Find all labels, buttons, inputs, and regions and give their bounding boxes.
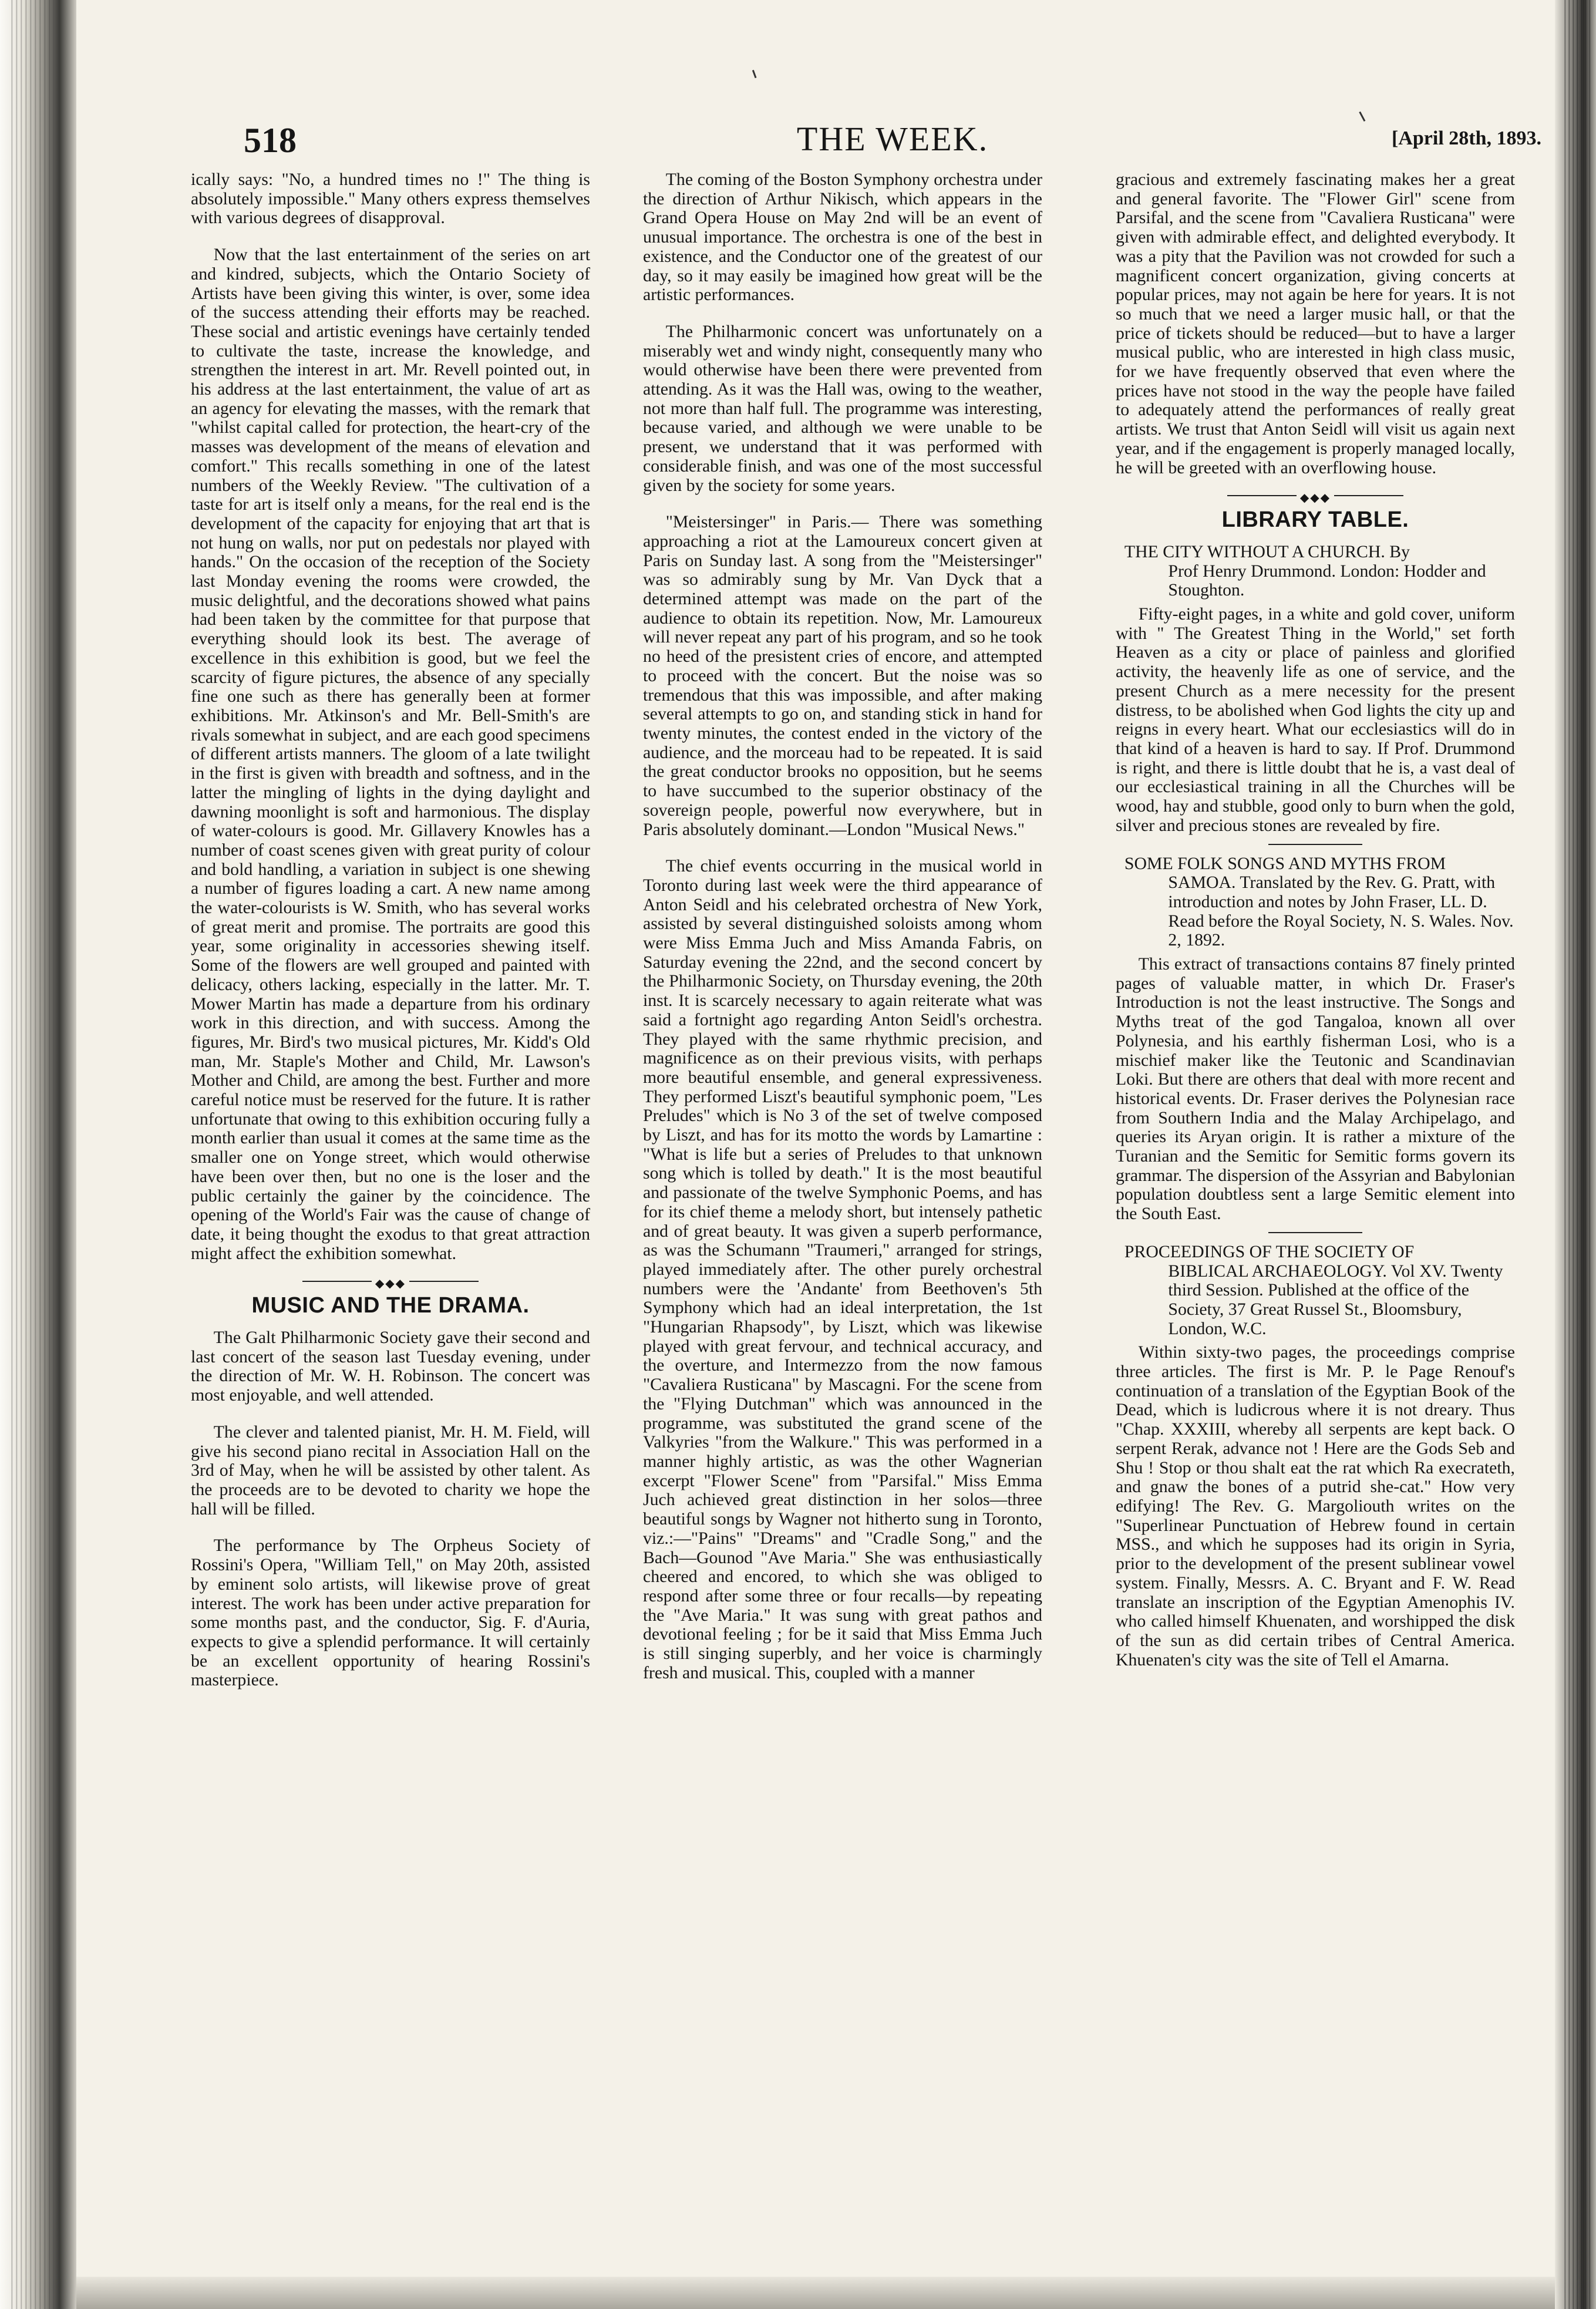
ink-mark <box>752 69 760 78</box>
section-ornament: ◆◆◆ <box>191 1273 590 1290</box>
binding-shadow-lines <box>8 0 54 2309</box>
paragraph: The coming of the Boston Symphony orchestra under the direction of Arthur Nikisch, which appears in the Grand Opera House on May 2nd will be an event of unusual importance. The orchestra is one of the best in existence, and the Conductor one of the greatest of our day, so it may easily be imagined how great will be the artistic performances. <box>643 170 1042 305</box>
page-edge-lines <box>1562 0 1591 2309</box>
column-left <box>191 170 590 1690</box>
book-title: PROCEEDINGS OF THE SOCIETY OF <box>1124 1241 1415 1261</box>
book-binding-gutter <box>0 0 76 2309</box>
column-middle <box>643 170 1042 1682</box>
book-review: This extract of transactions contains 87 finely printed pages of valuable matter, in which Dr. Fraser's Introduction is not the least instructive. The Songs and Myths treat of the god Tangaloa, known all over Polynesia, and his earthly fisherman Losi, who is a mischief maker like the Teutonic and Scandinavian Loki. But there are others that deal with more recent and historical events. Dr. Fraser derives the Polynesian race from Southern India and the Malay Archipelago, and queries its Aryan origin. It is rather a mixture of the Turanian and the Semitic for Semitic forms govern its grammar. The dispersion of the Assyrian and Babylonian population doubtless sent a large Semitic element into the South East. <box>1116 954 1515 1224</box>
paragraph: "Meistersinger" in Paris.— There was something approaching a riot at the Lamoureux concert given at Paris on Sunday last. A song from the "Meistersinger" was so admirably sung by Mr. Van Dyck that a determined attempt was made on the part of the audience to obtain its repetition. Now, Mr. Lamoureux will never repeat any part of his program, and so he took no heed of the presistent cries of encore, and attempted to proceed with the concert. But the noise was so tremendous that this was impossible, and after making several attempts to go on, and standing stick in hand for twenty minutes, the contest ended in the victory of the audience, and the morceau had to be repeated. It is said the great conductor brooks no opposition, but he seems to have succumbed to the superior obstinacy of the sovereign people, powerful now everywhere, but in Paris absolutely dominant.—London "Musical News." <box>643 512 1042 839</box>
section-heading-library-table: LIBRARY TABLE. <box>1221 507 1409 533</box>
paragraph: ically says: "No, a hundred times no !" The thing is absolutely impossible." Many others express themselves with various degrees of disapproval. <box>191 170 590 228</box>
paragraph: The Galt Philharmonic Society gave their second and last concert of the season last Tuesday evening, under the direction of Mr. W. H. Robinson. The concert was most enjoyable, and well attended. <box>191 1328 590 1405</box>
publication-title: THE WEEK. <box>796 120 989 158</box>
book-title: SOME FOLK SONGS AND MYTHS FROM <box>1124 853 1446 873</box>
paragraph-art-exhibition: Now that the last entertainment of the series on art and kindred, subjects, which the Ontario Society of Artists have been giving this winter, is over, some idea of the success attending their efforts may be reached. These social and artistic evenings have certainly tended to cultivate the taste, increase the knowledge, and strengthen the interest in art. Mr. Revell pointed out, in his address at the last entertainment, the value of art as an agency for elevating the masses, with the remark that "whilst capital called for protection, the heart-cry of the masses was development of the means of elevation and comfort." This recalls something in one of the latest numbers of the Weekly Review. "The cultivation of a taste for art is itself only a means, for the real end is the development of the capacity for enjoying that art that is not hung on walls, nor put on pedestals nor played with hands." On the occasion of the reception of the Society last Monday evening the rooms were crowded, the music delightful, and the decorations showed what pains had been taken by the committee for that purpose that everything should look its best. The average of excellence in this exhibition is good, but we feel the scarcity of figure pictures, the absence of any specially fine one such as there has generally been at former exhibitions. Mr. Atkinson's and Mr. Bell-Smith's are rivals somewhat in subject, and are each good specimens of different artists manners. The gloom of a late twilight in the first is given with breadth and softness, and in the latter the mingling of lights in the dying daylight and dawning moonlight is soft and harmonious. The display of water-colours is good. Mr. Gillavery Knowles has a number of coast scenes given with great purity of colour and bold handling, a variation in subject is one shewing a number of figures loading a cart. A new name among the water-colourists is W. Smith, who has several works of great merit and promise. The portraits are good this year, some originality in accessories shewing itself. Some of the flowers are well grouped and painted with delicacy, others lacking, especially in the latter. Mr. T. Mower Martin has made a departure from his ordinary work in this direction, and with success. Among the figures, Mr. Bird's two musical pictures, Mr. Kidd's Old man, Mr. Staple's Mother and Child, Mr. Lawson's Mother and Child, are among the best. Further and more careful notice must be reserved for the future. It is rather unfortunate that owing to this exhibition occuring fully a month earlier than usual it comes at the same time as the smaller one on Yonge street, which would otherwise have been over then, but no one is the loser and the public certainly the gainer by the coincidence. The opening of the World's Fair was the cause of change of date, it being thought the exodus to that great attraction might affect the exhibition somewhat. <box>191 245 590 1263</box>
section-ornament: ◆◆◆ <box>1116 487 1515 504</box>
book-review: Within sixty-two pages, the proceedings comprise three articles. The first is Mr. P. le Page Renouf's continuation of a translation of the Egyptian Book of the Dead, which is ludicrous where it is not dreary. Thus "Chap. XXXIII, whereby all serpents are kept back. O serpent Rerak, advance not ! Here are the Gods Seb and Shu ! Stop or thou shalt eat the rat which Ra execrateth, and gnaw the bones of a putrid she-cat." How very edifying! The Rev. G. Margoliouth writes on the "Superlinear Punctuation of Hebrew found in certain MSS., and which he supposes had its origin in Syria, prior to the development of the present sublinear vowel system. Finally, Messrs. A. C. Bryant and F. W. Read translate an inscription of the Egyptian Amenophis IV. who called himself Khuenaten, and worshipped the disk of the sun as did certain tribes of Central America. Khuenaten's city was the site of Tell el Amarna. <box>1116 1342 1515 1670</box>
paragraph: The chief events occurring in the musical world in Toronto during last week were the third appearance of Anton Seidl and his celebrated orchestra of New York, assisted by several distinguished soloists among whom were Miss Emma Juch and Miss Amanda Fabris, on Saturday evening the 22nd, and the second concert by the Philharmonic Society, on Thursday evening, the 20th inst. It is scarcely necessary to again reiterate what was said a fortnight ago regarding Anton Seidl's orchestra. They played with the same rhythmic precision, and magnificence as on their previous visits, with perhaps more beautiful ensemble, and general expressiveness. They performed Liszt's beautiful symphonic poem, "Les Preludes" which is No 3 of the set of twelve composed by Liszt, and has for its motto the words by Lamartine : "What is life but a series of Preludes to that unknown song which is tolled by death." It is the most beautiful and passionate of the twelve Symphonic Poems, and has for its chief theme a melody short, but intensely pathetic and of great beauty. It was given a superb performance, as was the Schumann "Traumeri," arranged for strings, played immediately after. The other purely orchestral numbers were the 'Andante' from Beethoven's 5th Symphony which had an ideal interpretation, the 1st "Hungarian Rhapsody", by Liszt, which was likewise played with great fervour, and technical accuracy, and the overture, and Intermezzo from the now famous "Cavaliera Rusticana" by Mascagni. For the scene from the "Flying Dutchman" which was announced in the programme, was substituted the grand scene of the Valkyries "from the Walkure." This was performed in a manner highly artistic, as was the other Wagnerian excerpt "Flower Scene" from "Parsifal." Miss Emma Juch achieved great distinction in her solos—three beautiful songs by Wagner not hitherto sung in Toronto, viz.:—"Pains" "Dreams" and "Cradle Song," and the Bach—Gounod "Ave Maria." She was enthusiastically cheered and encored, to which she was obliged to respond after some three or four recalls—by repeating the "Ave Maria." It was sung with great pathos and devotional feeling ; for be it said that Miss Emma Juch is still singing superbly, and her voice is charmingly fresh and musical. This, coupled with a manner <box>643 856 1042 1682</box>
book-entry <box>1116 854 1515 951</box>
issue-date: [April 28th, 1893. <box>1392 127 1541 149</box>
book-review: Fifty-eight pages, in a white and gold cover, uniform with " The Greatest Thing in the World," set forth Heaven as a city or place of painless and glorified activity, the heavenly life as one of service, and the present Church as a mere necessity for the present distress, to be abolished when God lights the city up and reigns in every heart. What our ecclesiastics will do in that kind of a heaven is hard to say. If Prof. Drummond is right, and there is little doubt that he is, a vast deal of our ecclesiastical training in all the Churches will be wood, hay and stubble, good only to burn when the gold, silver and precious stones are revealed by fire. <box>1116 604 1515 835</box>
divider <box>1268 1232 1362 1233</box>
paragraph: The Philharmonic concert was unfortunately on a miserably wet and windy night, consequently many who would otherwise have been there were prevented from attending. As it was the Hall was, owing to the weather, not more than half full. The programme was interesting, because varied, and although we were unable to be present, we understand that it was performed with considerable finish, and was one of the most successful given by the society for some years. <box>643 321 1042 495</box>
column-right <box>1116 170 1515 1670</box>
divider <box>1268 844 1362 845</box>
book-details: Prof Henry Drummond. London: Hodder and Stoughton. <box>1168 561 1486 600</box>
section-heading-music-drama: MUSIC AND THE DRAMA. <box>251 1293 530 1318</box>
book-details: BIBLICAL ARCHAEOLOGY. Vol XV. Twenty third Session. Published at the office of the Society, 37 Great Russel St., Bloomsbury, London, W.C. <box>1168 1261 1503 1338</box>
page-header <box>244 120 1541 173</box>
book-entry <box>1116 1243 1515 1339</box>
book-details: SAMOA. Translated by the Rev. G. Pratt, with introduction and notes by John Fraser, LL. D. Read before the Royal Society, N. S. Wales. Nov. 2, 1892. <box>1168 873 1514 950</box>
page-edge-bottom <box>76 2277 1555 2309</box>
paragraph: gracious and extremely fascinating makes her a great and general favorite. The "Flower Girl" scene from Parsifal, and the scene from "Cavaliera Rusticana" were given with admirable effect, and delighted everybody. It was a pity that the Pavilion was not crowded for such a magnificent concert organization, giving concerts at popular prices, may not again be here for years. It is not so much that we need a larger music hall, or that the price of tickets should be reduced—but to have a larger musical public, who are interested in high class music, for we have frequently observed that even where the prices have not stood in the way the people have failed to adequately attend the performances of really great artists. We trust that Anton Seidl will visit us again next year, and if the engagement is properly managed locally, he will be greeted with an overflowing house. <box>1116 170 1515 477</box>
book-entry <box>1116 543 1515 600</box>
page-number: 518 <box>244 121 297 160</box>
paragraph: The clever and talented pianist, Mr. H. M. Field, will give his second piano recital in Association Hall on the 3rd of May, when he will be assisted by other talent. As the proceeds are to be devoted to charity we hope the hall will be filled. <box>191 1422 590 1519</box>
page-edge-right <box>1555 0 1596 2309</box>
paragraph: The performance by The Orpheus Society of Rossini's Opera, "William Tell," on May 20th, assisted by eminent solo artists, will likewise prove of great interest. The work has been under active preparation for some months past, and the conductor, Sig. F. d'Auria, expects to give a splendid performance. It will certainly be an excellent opportunity of hearing Rossini's masterpiece. <box>191 1536 590 1690</box>
book-title: THE CITY WITHOUT A CHURCH. By <box>1124 541 1410 561</box>
